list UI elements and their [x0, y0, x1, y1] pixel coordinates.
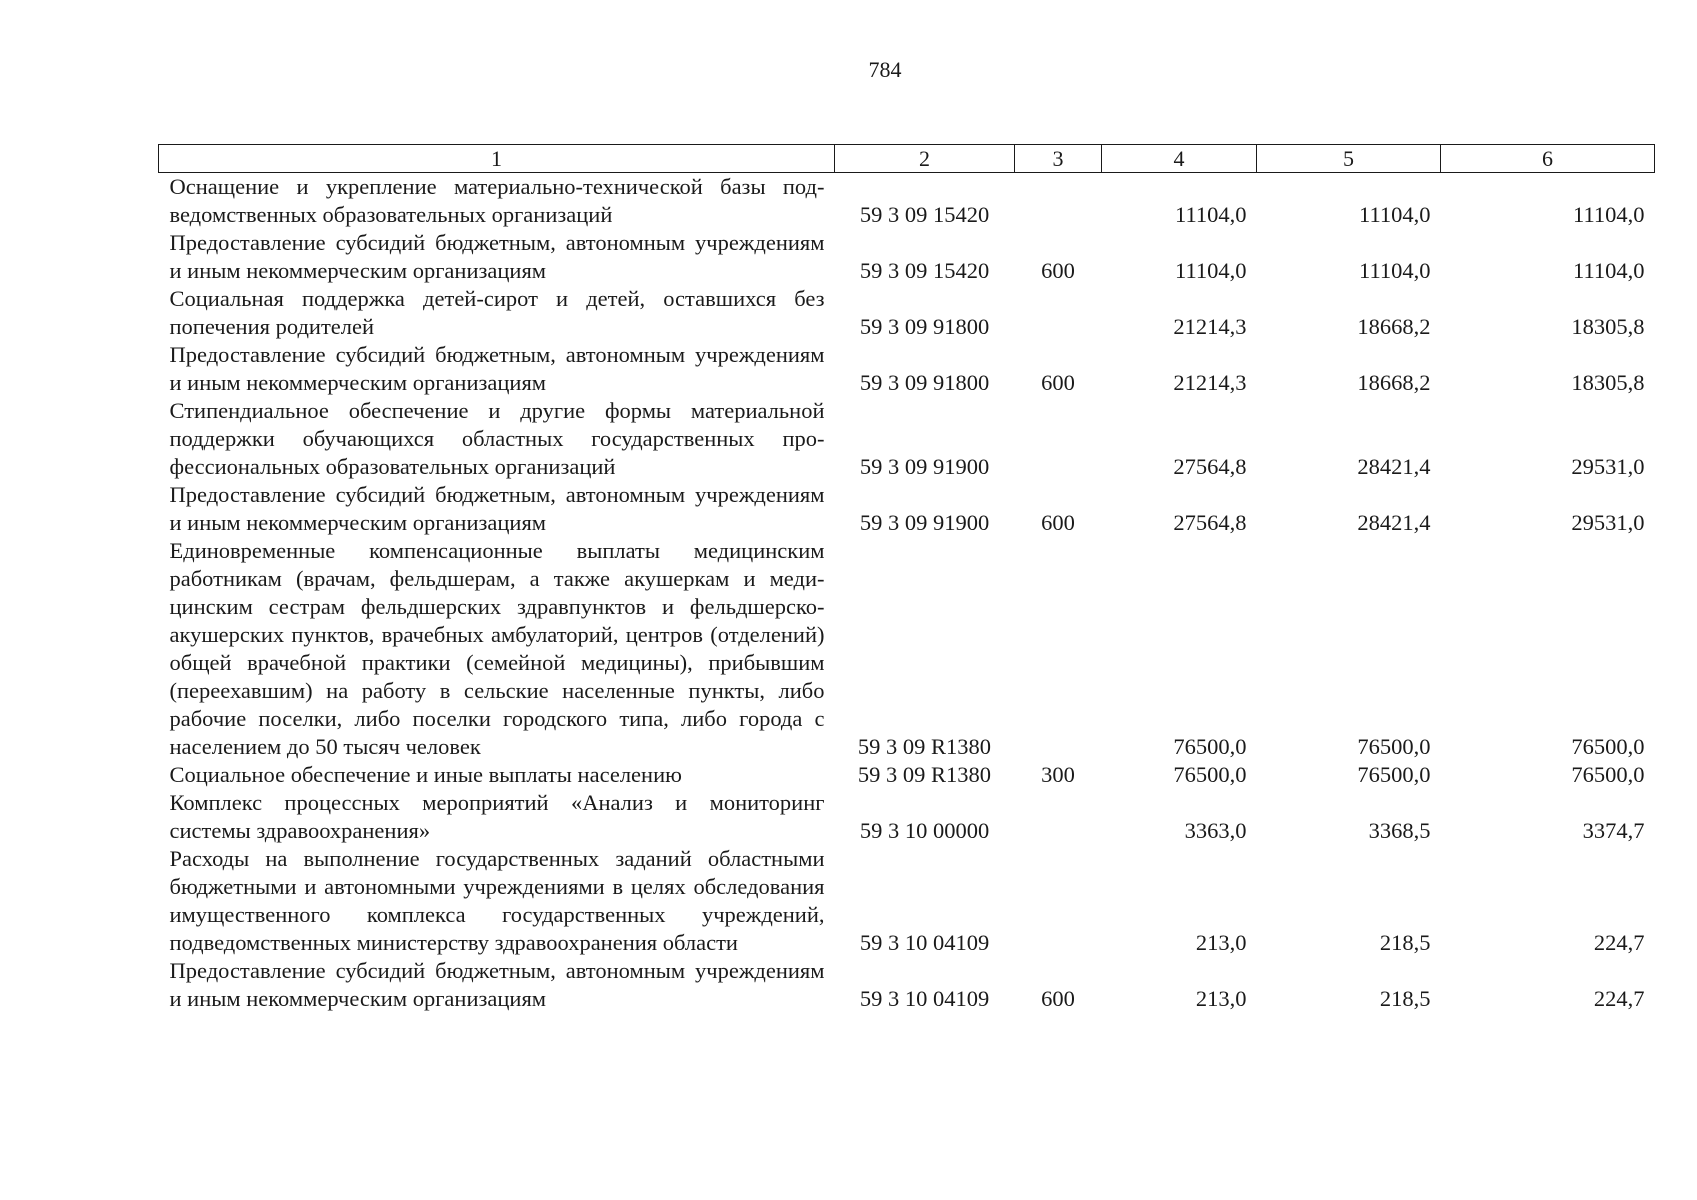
row-value-col4: 21214,3: [1173, 370, 1247, 395]
row-code: 59 3 09 15420: [859, 258, 990, 283]
row-name: Предоставление субсидий бюджетным, автономным учреждениям и иным некоммерческим организациям: [169, 342, 825, 395]
row-expense-type: 600: [1041, 370, 1075, 395]
row-value-col6: 76500,0: [1571, 762, 1645, 787]
row-code: 59 3 09 R1380: [857, 762, 992, 787]
row-value-col4: 3363,0: [1184, 818, 1247, 843]
row-value-col4: 213,0: [1195, 986, 1247, 1011]
row-value-col6: 29531,0: [1571, 510, 1645, 535]
header-row: [159, 145, 1655, 173]
row-value-col5: 28421,4: [1357, 510, 1431, 535]
column-header-2: 2: [835, 145, 1015, 173]
column-header-3: 3: [1015, 145, 1102, 173]
row-value-col5: 76500,0: [1357, 734, 1431, 759]
row-value-col5: 18668,2: [1357, 314, 1431, 339]
table-row: [159, 481, 1655, 537]
row-value-col4: 27564,8: [1173, 454, 1247, 479]
table-row: [159, 789, 1655, 845]
row-name: Социальная поддержка детей-сирот и детей, оставшихся без попечения родителей: [169, 286, 825, 339]
table-row: [159, 173, 1655, 230]
row-value-col5: 218,5: [1379, 930, 1431, 955]
row-value-col4: 76500,0: [1173, 734, 1247, 759]
row-expense-type: 600: [1041, 258, 1075, 283]
row-value-col4: 27564,8: [1173, 510, 1247, 535]
budget-table-container: [158, 144, 1654, 1013]
row-expense-type: [1015, 173, 1102, 230]
table-row: [159, 845, 1655, 957]
row-value-col6: 18305,8: [1571, 314, 1645, 339]
row-expense-type: 600: [1041, 510, 1075, 535]
row-code: 59 3 09 91900: [859, 510, 990, 535]
table-row: [159, 537, 1655, 761]
row-value-col6: 11104,0: [1573, 202, 1645, 227]
row-expense-type: [1015, 397, 1102, 481]
table-row: [159, 397, 1655, 481]
row-code: 59 3 10 04109: [859, 986, 990, 1011]
row-value-col6: 76500,0: [1571, 734, 1645, 759]
row-value-col6: 11104,0: [1573, 258, 1645, 283]
row-value-col6: 224,7: [1593, 986, 1645, 1011]
table-row: [159, 761, 1655, 789]
table-row: [159, 957, 1655, 1013]
row-name: Оснащение и укрепление материально-технической базы подведомственных образовательных организаций: [169, 174, 825, 227]
budget-table: [158, 144, 1655, 1013]
row-value-col5: 28421,4: [1357, 454, 1431, 479]
table-row: [159, 229, 1655, 285]
row-name: Комплекс процессных мероприятий «Анализ и мониторинг системы здравоохранения»: [169, 790, 825, 843]
row-expense-type: [1015, 789, 1102, 845]
row-code: 59 3 10 00000: [859, 818, 990, 843]
row-expense-type: [1015, 285, 1102, 341]
table-row: [159, 285, 1655, 341]
row-value-col4: 11104,0: [1175, 258, 1247, 283]
row-value-col6: 29531,0: [1571, 454, 1645, 479]
page-number: 784: [868, 57, 902, 82]
row-value-col5: 11104,0: [1359, 258, 1431, 283]
row-value-col6: 224,7: [1593, 930, 1645, 955]
row-value-col4: 11104,0: [1175, 202, 1247, 227]
row-code: 59 3 09 R1380: [857, 734, 992, 759]
column-header-6: 6: [1441, 145, 1655, 173]
row-value-col6: 18305,8: [1571, 370, 1645, 395]
row-name: Предоставление субсидий бюджетным, автономным учреждениям и иным некоммерческим организациям: [169, 958, 825, 1011]
row-name: Предоставление субсидий бюджетным, автономным учреждениям и иным некоммерческим организациям: [169, 482, 825, 535]
row-expense-type: 600: [1041, 986, 1075, 1011]
row-name: Предоставление субсидий бюджетным, автономным учреждениям и иным некоммерческим организациям: [169, 230, 825, 283]
row-name: Социальное обеспечение и иные выплаты населению: [169, 762, 682, 787]
row-value-col5: 11104,0: [1359, 202, 1431, 227]
row-value-col5: 18668,2: [1357, 370, 1431, 395]
row-value-col5: 76500,0: [1357, 762, 1431, 787]
table-body: [159, 173, 1655, 1014]
column-header-5: 5: [1257, 145, 1441, 173]
row-expense-type: [1015, 537, 1102, 761]
row-name: Единовременные компенсационные выплаты медицинским работникам (врачам, фельдшерам, а также акушеркам и медицинским сестрам фельдшерских здравпунктов и фельдшерско-акушерских пунктов, врачебных амбулаторий, центров (отделений) общей врачебной практики (семейной медицины), прибывшим (переехавшим) на работу в сельские населенные пункты, либо рабочие поселки, либо поселки городского типа, либо города с населением до 50 тысяч человек: [169, 538, 825, 759]
table-header: [159, 145, 1655, 173]
row-code: 59 3 09 91800: [859, 370, 990, 395]
row-value-col4: 213,0: [1195, 930, 1247, 955]
column-header-1: 1: [159, 145, 835, 173]
row-value-col6: 3374,7: [1582, 818, 1645, 843]
row-code: 59 3 10 04109: [859, 930, 990, 955]
row-code: 59 3 09 91900: [859, 454, 990, 479]
row-value-col4: 21214,3: [1173, 314, 1247, 339]
row-expense-type: 300: [1041, 762, 1075, 787]
row-name: Стипендиальное обеспечение и другие формы материальной поддержки обучающихся областных государственных профессиональных образовательных организаций: [169, 398, 825, 479]
row-expense-type: [1015, 845, 1102, 957]
row-value-col4: 76500,0: [1173, 762, 1247, 787]
row-code: 59 3 09 15420: [859, 202, 990, 227]
row-value-col5: 218,5: [1379, 986, 1431, 1011]
column-header-4: 4: [1102, 145, 1257, 173]
table-row: [159, 341, 1655, 397]
row-code: 59 3 09 91800: [859, 314, 990, 339]
row-name: Расходы на выполнение государственных заданий областными бюджетными и автономными учреждениями в целях обследования имущественного комплекса государственных учреждений, подведомственных министерству здравоохранения области: [169, 846, 825, 955]
row-value-col5: 3368,5: [1368, 818, 1431, 843]
